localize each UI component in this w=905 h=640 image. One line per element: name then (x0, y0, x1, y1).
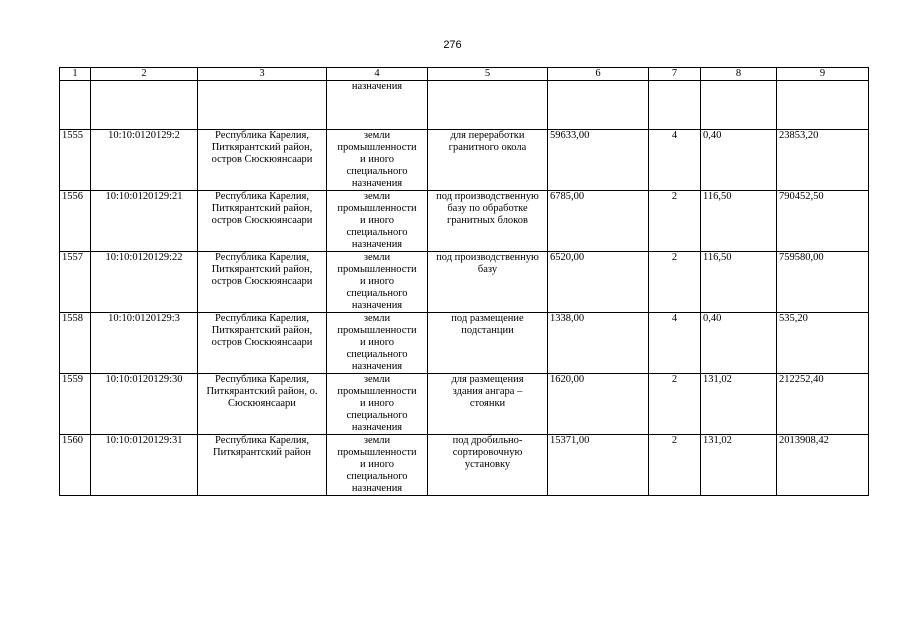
cell-group: 4 (649, 130, 701, 191)
table-row (60, 313, 869, 374)
cell-location: Республика Карелия, Питкярантский район, остров Сюскюянсаари (198, 252, 327, 313)
cell-cadastral-value: 212252,40 (777, 374, 869, 435)
cell-group: 4 (649, 313, 701, 374)
header-cell: 3 (198, 68, 327, 81)
cell-cadastral-value: 535,20 (777, 313, 869, 374)
continuation-row (60, 81, 869, 130)
header-cell: 7 (649, 68, 701, 81)
header-cell: 8 (701, 68, 777, 81)
cell-rate: 116,50 (701, 191, 777, 252)
cell-area: 1620,00 (548, 374, 649, 435)
cell-cadastral-value: 790452,50 (777, 191, 869, 252)
cell-location: Республика Карелия, Питкярантский район, остров Сюскюянсаари (198, 313, 327, 374)
page-number: 276 (443, 39, 462, 51)
cell-area: 59633,00 (548, 130, 649, 191)
land-registry-table (59, 67, 869, 496)
cell-empty (91, 81, 198, 130)
cell-permitted-use: для переработки гранитного окола (428, 130, 548, 191)
table-row (60, 191, 869, 252)
cell-area: 15371,00 (548, 435, 649, 496)
cell-permitted-use: под производственную базу (428, 252, 548, 313)
cell-row-number: 1559 (60, 374, 91, 435)
cell-empty (777, 81, 869, 130)
cell-permitted-use: для размещения здания ангара – стоянки (428, 374, 548, 435)
header-cell: 4 (327, 68, 428, 81)
cell-land-category: земли промышленности и иного специального назначения (327, 313, 428, 374)
cell-cadastral-value: 2013908,42 (777, 435, 869, 496)
cell-row-number: 1555 (60, 130, 91, 191)
cell-category-continued: назначения (327, 81, 428, 130)
cell-empty (428, 81, 548, 130)
cell-location: Республика Карелия, Питкярантский район (198, 435, 327, 496)
cell-row-number: 1557 (60, 252, 91, 313)
cell-group: 2 (649, 374, 701, 435)
cell-group: 2 (649, 252, 701, 313)
cell-land-category: земли промышленности и иного специального назначения (327, 130, 428, 191)
cell-land-category: земли промышленности и иного специального назначения (327, 252, 428, 313)
cell-permitted-use: под дробильно- сортировочную установку (428, 435, 548, 496)
cell-empty (198, 81, 327, 130)
cell-empty (548, 81, 649, 130)
cell-group: 2 (649, 191, 701, 252)
cell-row-number: 1560 (60, 435, 91, 496)
cell-row-number: 1558 (60, 313, 91, 374)
cell-cadastral-number: 10:10:0120129:30 (91, 374, 198, 435)
cell-rate: 0,40 (701, 313, 777, 374)
cell-cadastral-number: 10:10:0120129:21 (91, 191, 198, 252)
cell-rate: 131,02 (701, 374, 777, 435)
cell-rate: 0,40 (701, 130, 777, 191)
cell-area: 6785,00 (548, 191, 649, 252)
cell-empty (701, 81, 777, 130)
cell-land-category: земли промышленности и иного специального назначения (327, 374, 428, 435)
header-cell: 2 (91, 68, 198, 81)
table-row (60, 130, 869, 191)
cell-empty (649, 81, 701, 130)
cell-location: Республика Карелия, Питкярантский район, остров Сюскюянсаари (198, 130, 327, 191)
table-row (60, 252, 869, 313)
cell-cadastral-number: 10:10:0120129:31 (91, 435, 198, 496)
header-cell: 1 (60, 68, 91, 81)
cell-location: Республика Карелия, Питкярантский район, остров Сюскюянсаари (198, 191, 327, 252)
cell-permitted-use: под размещение подстанции (428, 313, 548, 374)
table-row (60, 374, 869, 435)
header-cell: 6 (548, 68, 649, 81)
table-row (60, 435, 869, 496)
cell-group: 2 (649, 435, 701, 496)
cell-cadastral-value: 759580,00 (777, 252, 869, 313)
cell-empty (60, 81, 91, 130)
cell-area: 1338,00 (548, 313, 649, 374)
cell-location: Республика Карелия, Питкярантский район, о. Сюскюянсаари (198, 374, 327, 435)
cell-cadastral-value: 23853,20 (777, 130, 869, 191)
cell-rate: 131,02 (701, 435, 777, 496)
cell-rate: 116,50 (701, 252, 777, 313)
cell-area: 6520,00 (548, 252, 649, 313)
cell-cadastral-number: 10:10:0120129:3 (91, 313, 198, 374)
cell-cadastral-number: 10:10:0120129:22 (91, 252, 198, 313)
cell-row-number: 1556 (60, 191, 91, 252)
cell-permitted-use: под производственную базу по обработке гранитных блоков (428, 191, 548, 252)
cell-cadastral-number: 10:10:0120129:2 (91, 130, 198, 191)
header-row (60, 68, 869, 81)
cell-land-category: земли промышленности и иного специального назначения (327, 191, 428, 252)
header-cell: 9 (777, 68, 869, 81)
cell-land-category: земли промышленности и иного специального назначения (327, 435, 428, 496)
header-cell: 5 (428, 68, 548, 81)
